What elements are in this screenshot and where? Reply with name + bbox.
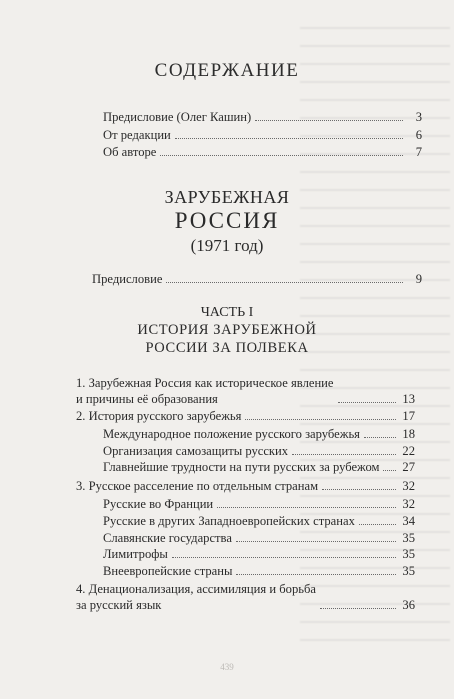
toc-entry-page: 18 <box>402 427 415 441</box>
toc-entry-page: 17 <box>402 409 415 423</box>
toc-subentry <box>103 513 415 529</box>
leader-dots <box>172 557 396 558</box>
toc-subentry <box>103 563 415 579</box>
toc-entry-label-line: за русский язык <box>76 598 162 612</box>
leader-dots <box>364 437 396 438</box>
toc-entry-label <box>76 581 316 613</box>
toc-entry-label: Лимитрофы <box>103 547 168 561</box>
toc-title: СОДЕРЖАНИЕ <box>154 60 300 81</box>
toc-entry-label: Предисловие <box>92 272 163 286</box>
toc-entry-label: Внеевропейские страны <box>103 564 233 578</box>
toc-entry-label-line: 4. Денационализация, ассимиляция и борьба <box>76 582 316 596</box>
leader-dots <box>338 402 396 403</box>
toc-subentry <box>103 546 415 562</box>
leader-dots <box>217 507 396 508</box>
leader-dots <box>175 138 403 139</box>
leader-dots <box>255 120 403 121</box>
toc-entry-label: Славянские государства <box>103 531 232 545</box>
section-year: (1971 год) <box>190 236 264 255</box>
toc-entry-label: От редакции <box>103 128 171 142</box>
toc-entry <box>103 144 422 160</box>
toc-entry-page: 36 <box>402 598 415 612</box>
toc-entry-label: 2. История русского зарубежья <box>76 409 242 423</box>
toc-entry-label: Организация самозащиты русских <box>103 444 289 458</box>
toc-entry-label: Русские в других Западноевропейских странах <box>103 514 355 528</box>
toc-entry-page: 9 <box>415 272 422 286</box>
leader-dots <box>236 574 396 575</box>
toc-chapter <box>76 408 415 424</box>
toc-entry-page: 32 <box>402 479 415 493</box>
toc-entry-page: 27 <box>402 460 415 474</box>
leader-dots <box>160 155 403 156</box>
toc-entry <box>103 127 422 143</box>
leader-dots <box>236 541 396 542</box>
section-title-line1: ЗАРУБЕЖНАЯ <box>164 187 290 207</box>
toc-entry-label: Главнейшие трудности на пути русских за рубежом <box>103 460 380 474</box>
part-title-line2: РОССИИ ЗА ПОЛВЕКА <box>145 340 309 356</box>
toc-entry-page: 6 <box>415 128 422 142</box>
toc-chapter <box>76 581 415 613</box>
toc-entry-page: 35 <box>402 531 415 545</box>
toc-entry-page: 34 <box>402 514 415 528</box>
toc-entry-label-line: и причины её образования <box>76 392 218 406</box>
toc-entry-label: Русские во Франции <box>103 497 214 511</box>
toc-entry-label: 3. Русское расселение по отдельным странам <box>76 479 319 493</box>
toc-entry-page: 22 <box>402 444 415 458</box>
toc-entry-label-line: 1. Зарубежная Россия как историческое явление <box>76 376 334 390</box>
toc-entry-page: 35 <box>402 564 415 578</box>
toc-entry <box>103 109 422 125</box>
part-title-line1: ИСТОРИЯ ЗАРУБЕЖНОЙ <box>137 322 317 338</box>
leader-dots <box>166 282 403 283</box>
leader-dots <box>359 524 396 525</box>
toc-chapter <box>76 375 415 407</box>
part-label: ЧАСТЬ I <box>200 305 254 320</box>
leader-dots <box>292 454 396 455</box>
toc-entry-page: 13 <box>402 392 415 406</box>
toc-entry-label: Предисловие (Олег Кашин) <box>103 110 252 124</box>
page-folio: 439 <box>220 662 234 672</box>
toc-subentry <box>103 443 415 459</box>
toc-entry-page: 32 <box>402 497 415 511</box>
toc-entry-label <box>76 375 334 407</box>
toc-entry-page: 7 <box>415 145 422 159</box>
toc-entry-label: Международное положение русского зарубежья <box>103 427 360 441</box>
section-title-line2: РОССИЯ <box>174 208 280 233</box>
toc-subentry <box>103 496 415 512</box>
leader-dots <box>245 419 396 420</box>
leader-dots <box>383 470 396 471</box>
toc-subentry <box>103 459 415 475</box>
toc-entry-page: 35 <box>402 547 415 561</box>
toc-subentry <box>103 530 415 546</box>
leader-dots <box>320 608 396 609</box>
toc-entry-page: 3 <box>415 110 422 124</box>
toc-entry-label: Об авторе <box>103 145 157 159</box>
leader-dots <box>322 489 396 490</box>
toc-subentry <box>103 426 415 442</box>
toc-entry-preface <box>92 271 422 287</box>
toc-chapter <box>76 478 415 494</box>
